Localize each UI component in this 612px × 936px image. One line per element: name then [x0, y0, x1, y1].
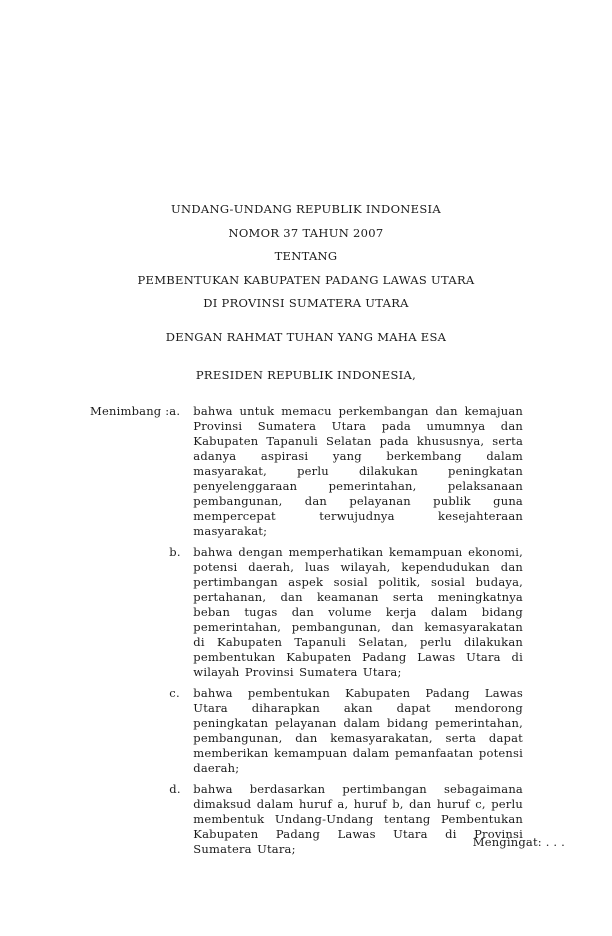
doc-subject-line-1: PEMBENTUKAN KABUPATEN PADANG LAWAS UTARA [137, 272, 475, 287]
doc-invocation: DENGAN RAHMAT TUHAN YANG MAHA ESA [165, 329, 447, 344]
considerations-label: Menimbang : [90, 404, 170, 418]
considerations-list [169, 404, 523, 863]
doc-authority: PRESIDEN REPUBLIK INDONESIA, [195, 368, 417, 382]
consideration-item-letter: b. [169, 545, 181, 559]
doc-number: NOMOR 37 TAHUN 2007 [228, 225, 384, 240]
consideration-item-letter: d. [169, 782, 181, 796]
consideration-item-c [169, 686, 523, 776]
doc-subject-line-2: DI PROVINSI SUMATERA UTARA [203, 296, 409, 310]
doc-about-label: TENTANG [274, 249, 338, 263]
considerations-section [90, 404, 523, 863]
consideration-item-d [169, 782, 523, 857]
consideration-item-letter: a. [169, 404, 181, 418]
catchword: Mengingat: . . . [472, 835, 565, 849]
doc-type-title: UNDANG-UNDANG REPUBLIK INDONESIA [170, 202, 441, 216]
consideration-item-a [169, 404, 523, 539]
consideration-item-b [169, 545, 523, 680]
document-header [0, 198, 612, 388]
consideration-item-text: bahwa dengan memperhatikan kemampuan ekonomi, potensi daerah, luas wilayah, kependudukan dan pertimbangan aspek sosial politik, sosial budaya, pertahanan, dan keamanan serta meningkatnya beban tugas dan volume kerja dalam bidang pemerintahan, pembangunan, dan kemasyarakatan di Kabupaten Tapanuli Selatan, perlu dilakukan pembentukan Kabupaten Padang Lawas Utara di wilayah Provinsi Sumatera Utara; [193, 545, 523, 679]
consideration-item-letter: c. [169, 686, 180, 700]
consideration-item-text: bahwa berdasarkan pertimbangan sebagaimana dimaksud dalam huruf a, huruf b, dan huruf c, perlu membentuk Undang-Undang tentang Pembentukan Kabupaten Padang Lawas Utara di Provinsi Sumatera Utara; [193, 782, 523, 856]
consideration-item-text: bahwa pembentukan Kabupaten Padang Lawas Utara diharapkan akan dapat mendorong peningkatan pelayanan dalam bidang pemerintahan, pembangunan, dan kemasyarakatan, serta dapat memberikan kemampuan dalam pemanfaatan potensi daerah; [193, 686, 523, 775]
consideration-item-text: bahwa untuk memacu perkembangan dan kemajuan Provinsi Sumatera Utara pada umumnya dan Kabupaten Tapanuli Selatan pada khususnya, serta adanya aspirasi yang berkembang dalam masyarakat, perlu dilakukan peningkatan penyelenggaraan pemerintahan, pelaksanaan pembangunan, dan pelayanan publik guna mempercepat terwujudnya kesejahteraan masyarakat; [193, 404, 523, 538]
